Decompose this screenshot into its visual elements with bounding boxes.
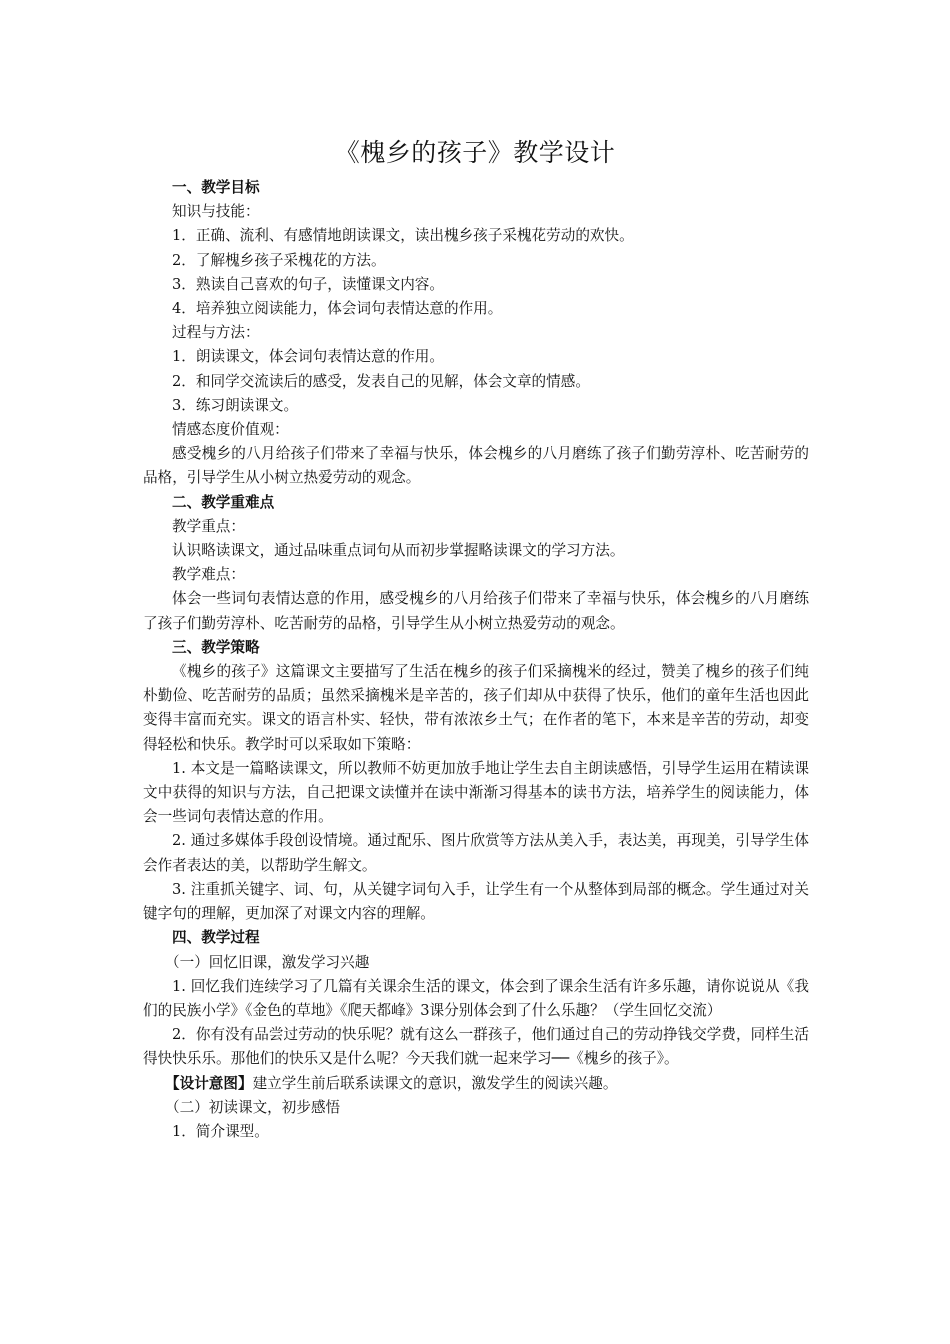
strategy-item: 2. 通过多媒体手段创设情境。通过配乐、图片欣赏等方法从美入手，表达美，再现美，引导学生体会作者表达的美，以帮助学生解文。	[143, 832, 809, 874]
difficulty-label: 教学难点：	[172, 566, 245, 584]
section-heading-key-points: 二、教学重难点	[172, 493, 275, 511]
knowledge-label: 知识与技能：	[172, 203, 260, 221]
document-title: 《槐乡的孩子》教学设计	[334, 138, 616, 167]
design-intent	[143, 1072, 809, 1096]
process-item: 2．和同学交流读后的感受，发表自己的见解，体会文章的情感。	[172, 372, 590, 390]
section-heading-goals: 一、教学目标	[172, 179, 260, 196]
step-paragraph: 2．你有没有品尝过劳动的快乐呢？就有这么一群孩子，他们通过自己的劳动挣钱交学费，同样生活得快快乐乐。那他们的快乐又是什么呢？今天我们就一起来学习──《槐乡的孩子》。	[143, 1026, 809, 1068]
process-label: 过程与方法：	[172, 324, 260, 342]
knowledge-item: 2．了解槐乡孩子采槐花的方法。	[172, 251, 386, 269]
document-body	[143, 176, 809, 1144]
design-intent-tag: 【设计意图】	[165, 1074, 253, 1092]
knowledge-item: 1．正确、流利、有感情地朗读课文，读出槐乡孩子采槐花劳动的欢快。	[172, 227, 634, 245]
step-label: （一）回忆旧课，激发学习兴趣	[165, 953, 370, 971]
strategy-item: 3. 注重抓关键字、词、句，从关键字词句入手，让学生有一个从整体到局部的概念。学生通过对关键字句的理解，更加深了对课文内容的理解。	[143, 880, 809, 923]
difficulty-paragraph: 体会一些词句表情达意的作用，感受槐乡的八月给孩子们带来了幸福与快乐，体会槐乡的八月磨练了孩子们勤劳淳朴、吃苦耐劳的品格，引导学生从小树立热爱劳动的观念。	[143, 590, 809, 632]
knowledge-item: 3．熟读自己喜欢的句子，读懂课文内容。	[172, 275, 444, 293]
process-item: 3．练习朗读课文。	[172, 396, 299, 414]
key-point-text: 认识略读课文，通过品味重点词句从而初步掌握略读课文的学习方法。	[172, 542, 625, 560]
strategy-item: 1. 本文是一篇略读课文，所以教师不妨更加放手地让学生去自主朗读感悟，引导学生运用在精读课文中获得的知识与方法，自己把课文读懂并在读中渐渐习得基本的读书方法，培养学生的阅读能力，体会一些词句表情达意的作用。	[143, 759, 809, 826]
emotion-label: 情感态度价值观：	[172, 421, 289, 439]
design-intent-text: 建立学生前后联系读课文的意识，激发学生的阅读兴趣。	[252, 1074, 618, 1092]
process-item: 1．朗读课文，体会词句表情达意的作用。	[172, 348, 444, 366]
key-point-label: 教学重点：	[172, 517, 245, 535]
section-heading-process: 四、教学过程	[172, 929, 260, 947]
step-paragraph: 1．简介课型。	[172, 1122, 269, 1140]
strategy-intro: 《槐乡的孩子》这篇课文主要描写了生活在槐乡的孩子们采摘槐米的经过，赞美了槐乡的孩子们纯朴勤俭、吃苦耐劳的品质；虽然采摘槐米是辛苦的，孩子们却从中获得了快乐，他们的童年生活也因此变得丰富而充实。课文的语言朴实、轻快，带有浓浓乡土气；在作者的笔下，本来是辛苦的劳动，却变得轻松和快乐。教学时可以采取如下策略：	[143, 663, 809, 753]
knowledge-item: 4．培养独立阅读能力，体会词句表情达意的作用。	[172, 300, 503, 318]
step-label: （二）初读课文，初步感悟	[165, 1098, 341, 1116]
section-heading-strategy: 三、教学策略	[172, 638, 260, 656]
emotion-paragraph: 感受槐乡的八月给孩子们带来了幸福与快乐，体会槐乡的八月磨练了孩子们勤劳淳朴、吃苦耐劳的品格，引导学生从小树立热爱劳动的观念。	[143, 445, 809, 487]
step-paragraph: 1. 回忆我们连续学习了几篇有关课余生活的课文，体会到了课余生活有许多乐趣，请你说说从《我们的民族小学》《金色的草地》《爬天都峰》3课分别体会到了什么乐趣？（学生回忆交流）	[143, 977, 809, 1019]
